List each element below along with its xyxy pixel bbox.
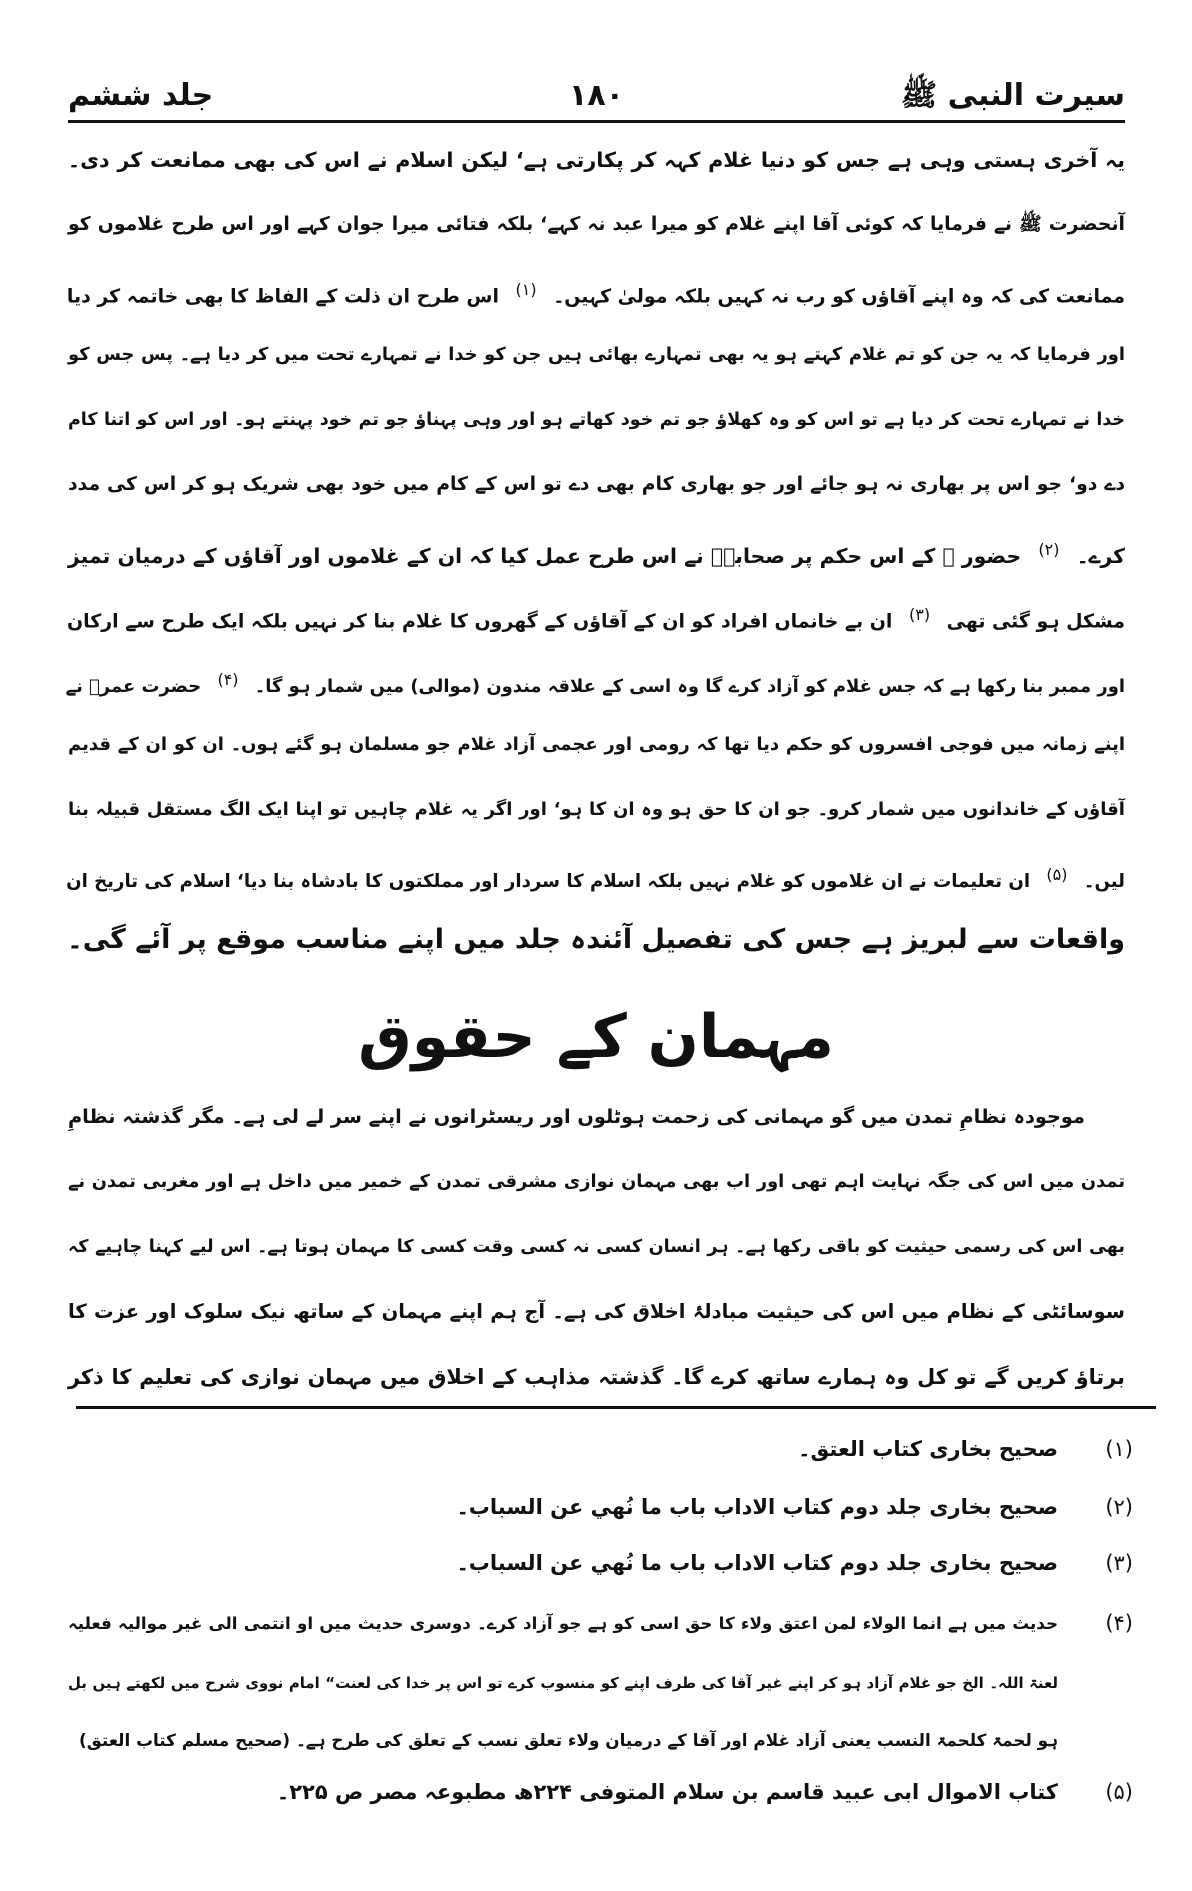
text-segment: موجودہ نظامِ تمدن میں گو مہمانی کی زحمت ہوٹلوں اور ریسٹرانوں نے اپنے سر لے لی ہے۔ مگر گذشتہ نظامِ bbox=[68, 1105, 1085, 1128]
footnote-text: صحیح بخاری جلد دوم کتاب الاداب باب ما نُهي عن السباب۔ bbox=[456, 1551, 1058, 1575]
footnote-reference: (۵) bbox=[1046, 865, 1068, 884]
text-line bbox=[68, 520, 1125, 580]
footnote-item bbox=[68, 1598, 1133, 1648]
text-segment: کرے۔ bbox=[1076, 543, 1126, 568]
section-heading: مہمان کے حقوق bbox=[358, 1002, 834, 1072]
text-segment: اور فرمایا کہ یہ جن کو تم غلام کہتے ہو یہ بھی تمہارے بھائی ہیں جن کو خدا نے تمہارے تحت میں کر دیا ہے۔ پس جس کو bbox=[68, 344, 1125, 365]
text-line bbox=[68, 260, 1125, 320]
footnote-item bbox=[68, 1658, 1133, 1708]
text-line bbox=[68, 390, 1125, 450]
page-header bbox=[68, 72, 1125, 120]
page-number: ۱۸۰ bbox=[569, 78, 624, 113]
footnote-number: (۴) bbox=[1105, 1611, 1133, 1635]
book-title: سیرت النبی ﷺ bbox=[900, 78, 1125, 113]
text-line bbox=[68, 1217, 1125, 1277]
footnote-item bbox=[68, 1424, 1133, 1474]
text-line bbox=[68, 910, 1125, 970]
text-line bbox=[68, 585, 1125, 645]
volume-label: جلد ششم bbox=[68, 78, 214, 113]
text-line bbox=[68, 325, 1125, 385]
text-segment: ان تعلیمات نے ان غلاموں کو غلام نہیں بلکہ اسلام کا سردار اور مملکتوں کا بادشاہ بنا دیا‘ اسلام کی تاریخ ان bbox=[66, 871, 1031, 893]
footnote-text: حدیث میں ہے انما الولاء لمن اعتق ولاء کا حق اسی کو ہے جو آزاد کرے۔ دوسری حدیث میں او انتمی الی غیر موالیہ فعلیہ bbox=[68, 1613, 1058, 1633]
text-segment: یہ آخری ہستی وہی ہے جس کو دنیا غلام کہہ کر پکارتی ہے‘ لیکن اسلام نے اس کی بھی ممانعت کر دی۔ bbox=[68, 148, 1125, 172]
text-segment: اور ممبر بنا رکھا ہے کہ جس غلام کو آزاد کرے گا وہ اسی کے علاقہ مندون (موالی) میں شمار ہو گا۔ bbox=[254, 675, 1125, 697]
text-line bbox=[68, 195, 1125, 255]
text-line bbox=[68, 1087, 1125, 1147]
text-segment: خدا نے تمہارے تحت کر دیا ہے تو اس کو وہ کھلاؤ جو تم خود کھاتے ہو اور وہی پہناؤ جو تم خود پہنتے ہو۔ اور اس کو اتنا کام bbox=[68, 410, 1125, 430]
footnote-reference: (۳) bbox=[908, 605, 931, 624]
text-segment: آقاؤں کے خاندانوں میں شمار کرو۔ جو ان کا حق ہو وہ ان کا ہو‘ اور اگر یہ غلام چاہیں تو اپنا ایک الگ مستقل قبیلہ بنا bbox=[68, 799, 1125, 820]
text-line bbox=[68, 780, 1125, 840]
footnote-item bbox=[68, 1767, 1133, 1817]
footnote-reference: (۴) bbox=[217, 670, 239, 689]
text-segment: بھی اس کی رسمی حیثیت کو باقی رکھا ہے۔ ہر انسان کسی نہ کسی وقت کسی کا مہمان ہوتا ہے۔ اس لیے کہنا چاہیے کہ bbox=[68, 1237, 1125, 1257]
text-line bbox=[68, 845, 1125, 905]
text-segment: تمدن میں اس کی جگہ نہایت اہم تھی اور اب بھی مہمان نوازی مشرقی تمدن کے خمیر میں داخل ہے اور مغربی تمدن نے bbox=[68, 1171, 1125, 1192]
footnote-number: (۳) bbox=[1105, 1551, 1133, 1575]
footnote-item bbox=[68, 1482, 1133, 1532]
text-line bbox=[68, 1152, 1125, 1212]
footnote-number: (۲) bbox=[1105, 1495, 1133, 1519]
text-line bbox=[68, 455, 1125, 515]
footnote-text: صحیح بخاری کتاب العتق۔ bbox=[798, 1437, 1058, 1461]
footnote-reference: (۱) bbox=[515, 280, 537, 299]
footnote-divider bbox=[76, 1406, 1156, 1409]
text-segment: مشکل ہو گئی تھی bbox=[946, 610, 1125, 633]
footnote-reference: (۲) bbox=[1038, 540, 1060, 559]
text-segment: اپنے زمانہ میں فوجی افسروں کو حکم دیا تھا کہ رومی اور عجمی آزاد غلام جو مسلمان ہو گئے ہوں۔ ان کو ان کے قدیم bbox=[68, 734, 1125, 755]
text-line bbox=[68, 1282, 1125, 1342]
footnote-number: (۵) bbox=[1105, 1780, 1133, 1804]
text-segment: لیں۔ bbox=[1083, 871, 1125, 893]
text-line bbox=[68, 1347, 1125, 1407]
text-segment: ممانعت کی کہ وہ اپنے آقاؤں کو رب نہ کہیں بلکہ مولیٰ کہیں۔ bbox=[553, 285, 1125, 308]
text-segment: حضرت عمرؓ نے bbox=[65, 675, 202, 697]
text-segment: آنحضرت ﷺ نے فرمایا کہ کوئی آقا اپنے غلام کو میرا عبد نہ کہے‘ بلکہ فتائی میرا جوان کہے اور اس طرح غلاموں کو bbox=[68, 214, 1125, 235]
text-segment: واقعات سے لبریز ہے جس کی تفصیل آئندہ جلد میں اپنے مناسب موقع پر آئے گی۔ bbox=[66, 924, 1125, 955]
footnote-item bbox=[68, 1538, 1133, 1588]
text-segment: برتاؤ کریں گے تو کل وہ ہمارے ساتھ کرے گا۔ گذشتہ مذاہب کے اخلاق میں مہمان نوازی کی تعلیم کا ذکر bbox=[68, 1365, 1125, 1389]
footnote-text: ہو لحمۃ کلحمۃ النسب یعنی آزاد غلام اور آقا کے درمیان ولاء تعلق نسب کے تعلق کی طرح ہے۔ (صحیح مسلم کتاب العتق) bbox=[79, 1730, 1058, 1750]
text-line bbox=[65, 650, 1125, 710]
text-segment: سوسائٹی کے نظام میں اس کی حیثیت مبادلۂ اخلاق کی ہے۔ آج ہم اپنے مہمان کے ساتھ نیک سلوک اور عزت کا bbox=[68, 1300, 1125, 1323]
footnote-item bbox=[68, 1715, 1133, 1765]
text-segment: ان بے خانماں افراد کو ان کے آقاؤں کے گھروں کا غلام بنا کر نہیں بلکہ ایک طرح سے ارکان bbox=[66, 610, 893, 633]
text-line bbox=[68, 130, 1125, 190]
header-divider bbox=[68, 120, 1125, 123]
footnote-text: کتاب الاموال ابی عبید قاسم بن سلام المتوفی ۲۲۴ھ مطبوعہ مصر ص ۲۲۵۔ bbox=[276, 1780, 1058, 1804]
footnote-text: لعنۃ اللہ۔ الخ جو غلام آزاد ہو کر اپنے غیر آقا کی طرف اپنے کو منسوب کرے تو اس پر خدا کی لعنت“ امام نووی شرح میں لکھتے ہیں بل bbox=[68, 1674, 1058, 1692]
text-line bbox=[68, 715, 1125, 775]
text-segment: اس طرح ان ذلت کے الفاظ کا بھی خاتمہ کر دیا bbox=[66, 285, 499, 308]
footnote-number: (۱) bbox=[1105, 1437, 1133, 1461]
text-segment: دے دو‘ جو اس پر بھاری نہ ہو جائے اور جو بھاری کام بھی دے تو اس کے کام میں خود بھی شریک ہو کر اس کی مدد bbox=[68, 474, 1125, 495]
text-segment: حضور ﷺ کے اس حکم پر صحابہؓ نے اس طرح عمل کیا کہ ان کے غلاموں اور آقاؤں کے درمیان تمیز bbox=[68, 543, 1022, 568]
footnote-text: صحیح بخاری جلد دوم کتاب الاداب باب ما نُهي عن السباب۔ bbox=[456, 1495, 1058, 1519]
